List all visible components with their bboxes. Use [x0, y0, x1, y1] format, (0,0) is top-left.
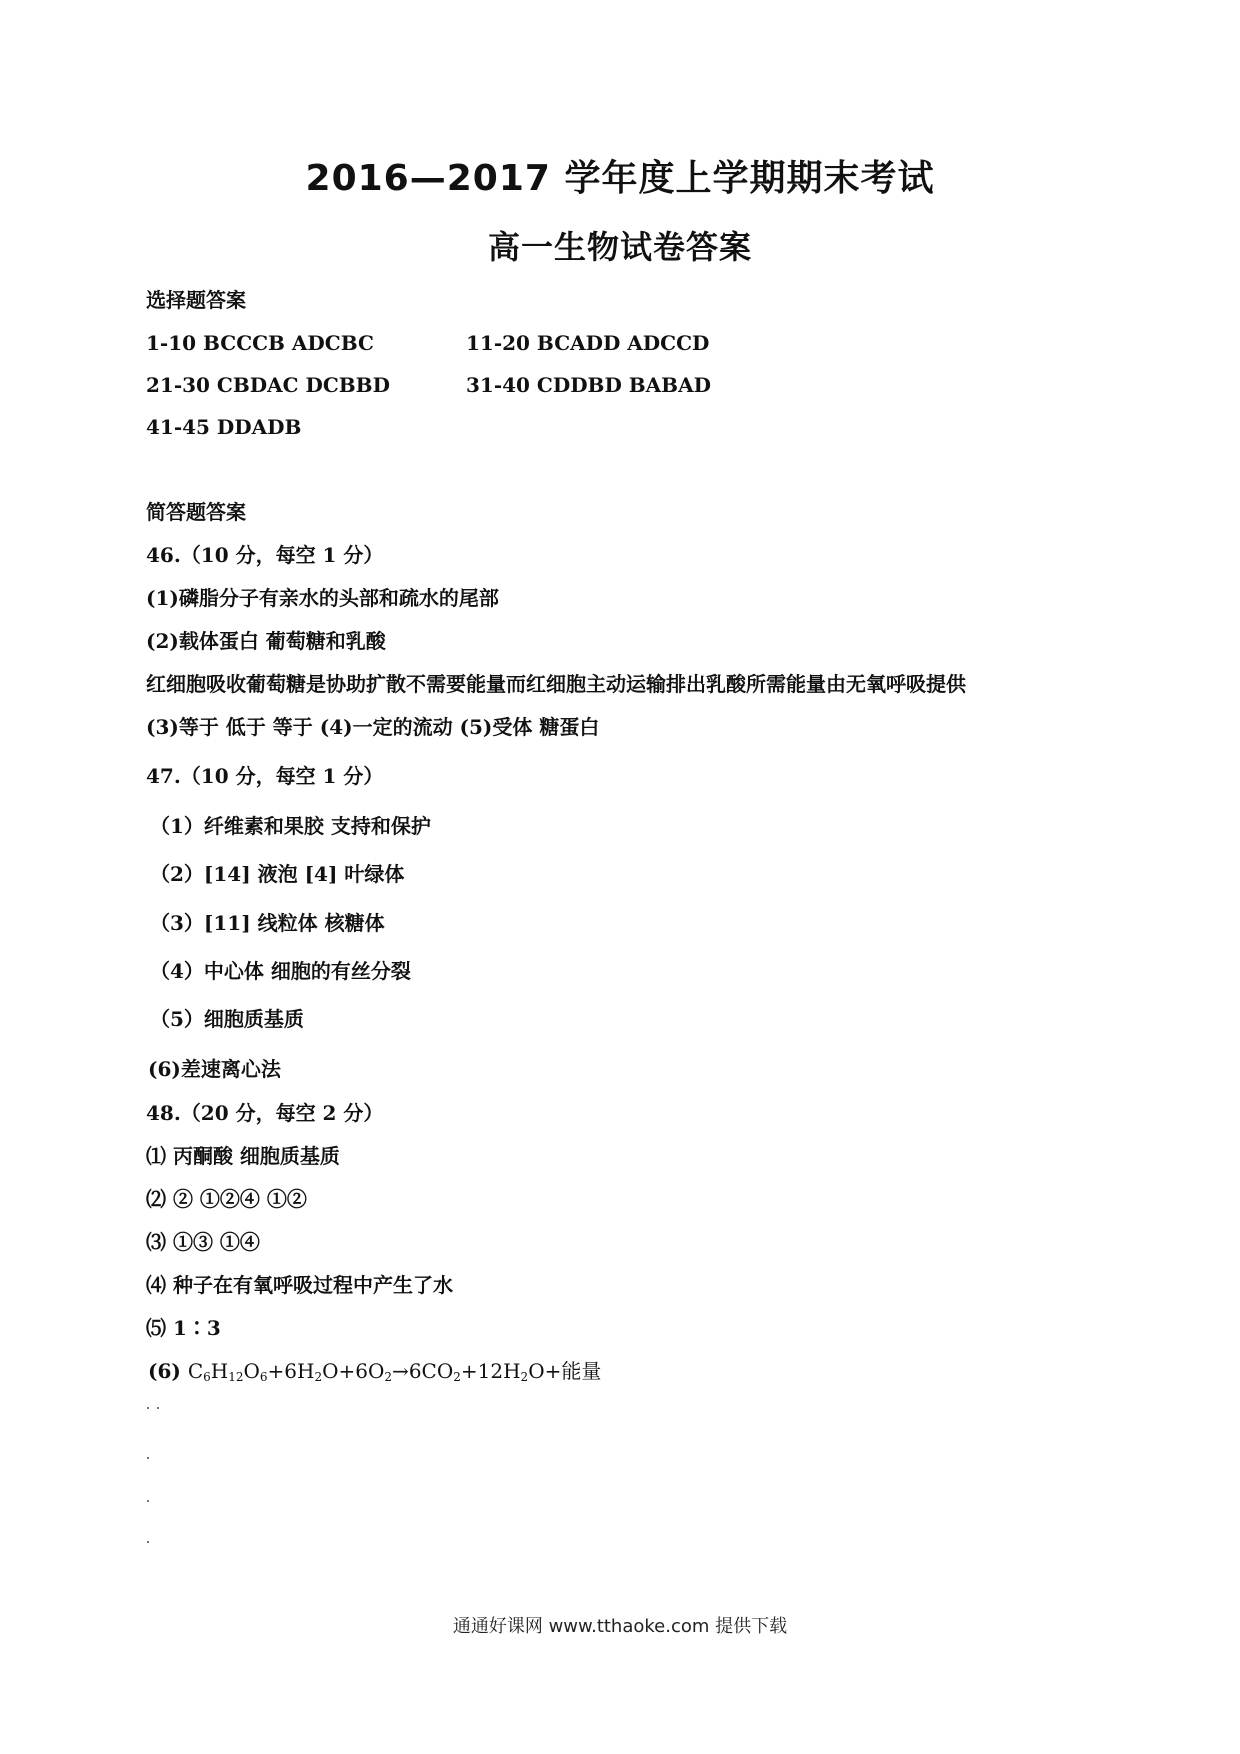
choice-row-1-10: 1-10 BCCCB ADCBC	[146, 331, 374, 355]
q47-answer-4: （4）中心体 细胞的有丝分裂	[150, 959, 411, 983]
scan-speck	[147, 1541, 149, 1543]
q46-answer-3-5: (3)等于 低于 等于 (4)一定的流动 (5)受体 糖蛋白	[146, 715, 600, 739]
q48-answer-6-equation: (6) $C_6H_{12}O_6+6H_2O+6O_2\to 6CO_2+12H_2O+$能量	[148, 1359, 602, 1384]
scan-speck	[147, 1457, 149, 1459]
page-title: 2016—2017 学年度上学期期末考试	[305, 158, 935, 199]
q48-answer-4: ⑷ 种子在有氧呼吸过程中产生了水	[146, 1273, 453, 1297]
page-subtitle: 高一生物试卷答案	[487, 228, 752, 266]
q47-answer-3: （3）[11] 线粒体 核糖体	[150, 911, 385, 935]
q47-answer-5: （5）细胞质基质	[150, 1007, 304, 1031]
q48-answer-3: ⑶ ①③ ①④	[146, 1230, 260, 1254]
q47-answer-1: （1）纤维素和果胶 支持和保护	[150, 814, 431, 838]
scan-speck	[157, 1407, 159, 1409]
choice-row-41-45: 41-45 DDADB	[146, 415, 302, 439]
q47-answer-2: （2）[14] 液泡 [4] 叶绿体	[150, 862, 405, 886]
scan-speck	[147, 1407, 149, 1409]
choice-row-31-40: 31-40 CDDBD BABAD	[466, 373, 711, 397]
q46-answer-2: (2)载体蛋白 葡萄糖和乳酸	[146, 629, 386, 653]
q48-header: 48.（20 分，每空 2 分）	[146, 1101, 384, 1125]
q46-answer-1: (1)磷脂分子有亲水的头部和疏水的尾部	[146, 586, 499, 610]
q48-answer-5: ⑸ 1∶3	[146, 1316, 221, 1340]
choice-row-11-20: 11-20 BCADD ADCCD	[466, 331, 710, 355]
q47-answer-6: (6)差速离心法	[148, 1057, 281, 1081]
q46-explanation: 红细胞吸收葡萄糖是协助扩散不需要能量而红细胞主动运输排出乳酸所需能量由无氧呼吸提供	[146, 672, 966, 696]
reaction-arrow-icon: →	[392, 1359, 409, 1383]
respiration-equation: $C_6H_{12}O_6+6H_2O+6O_2\to 6CO_2+12H_2O+$能量	[187, 1359, 602, 1384]
q48-answer-2: ⑵ ② ①②④ ①②	[146, 1187, 307, 1211]
choice-heading: 选择题答案	[146, 288, 246, 312]
footer-source: 通通好课网 www.tthaoke.com 提供下载	[452, 1616, 788, 1637]
q48-answer-1: ⑴ 丙酮酸 细胞质基质	[146, 1144, 340, 1168]
scan-speck	[147, 1500, 149, 1502]
short-heading: 简答题答案	[146, 500, 246, 524]
q46-header: 46.（10 分，每空 1 分）	[146, 543, 384, 567]
choice-row-21-30: 21-30 CBDAC DCBBD	[146, 373, 390, 397]
q47-header: 47.（10 分，每空 1 分）	[146, 764, 384, 788]
